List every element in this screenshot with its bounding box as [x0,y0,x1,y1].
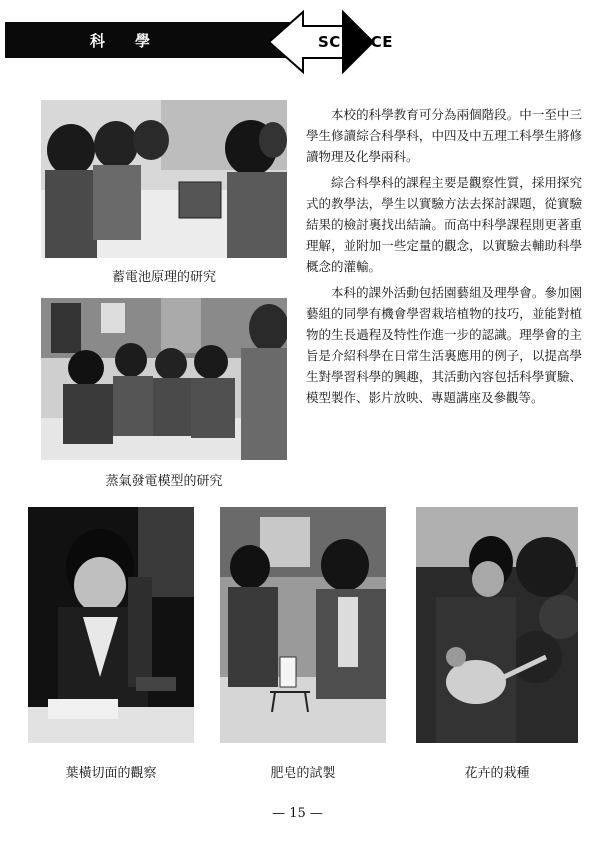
caption-plant-cultivation: 花卉的栽種 [464,766,530,781]
photo-plant-cultivation [416,507,578,743]
caption-leaf-section: 葉橫切面的觀察 [65,766,157,781]
paragraph-intro: 本校的科學教育可分為兩個階段。中一至中三學生修讀綜合科學科，中四及中五理工科學生將修讀物理及化學兩科。 [306,107,582,164]
header-bar [5,22,295,58]
page-number: — 15 — [272,806,323,821]
section-title-english: SCIENCE [318,33,393,51]
photo-steam-model [41,298,287,460]
caption-soap-making: 肥皂的試製 [270,766,336,781]
photo-soap-making [220,507,386,743]
caption-battery-study: 蓄電池原理的研究 [111,270,216,285]
section-title: 科學 [89,31,180,50]
photo-battery-study [41,100,287,258]
paragraph-curriculum: 綜合科學科的課程主要是觀察性質，採用探究式的教學法，學生以實驗方法去探討課題，從實驗結果的檢討裏找出結論。而高中科學課程則更著重理解，並附加一些定量的觀念，以實驗去輔助科學概念的灌輸。 [306,175,582,274]
photo-leaf-section [28,507,194,743]
caption-steam-model: 蒸氣發電模型的研究 [105,474,223,489]
paragraph-activities: 本科的課外活動包括園藝組及理學會。參加園藝組的同學有機會學習栽培植物的技巧，並能對植物的生長過程及特性作進一步的認識。理學會的主旨是介紹科學在日常生活裏應用的例子，以提高學生對學習科學的興趣，其活動內容包括科學實驗、模型製作、影片放映、專題講座及參觀等。 [306,285,582,405]
body-text [306,104,582,413]
